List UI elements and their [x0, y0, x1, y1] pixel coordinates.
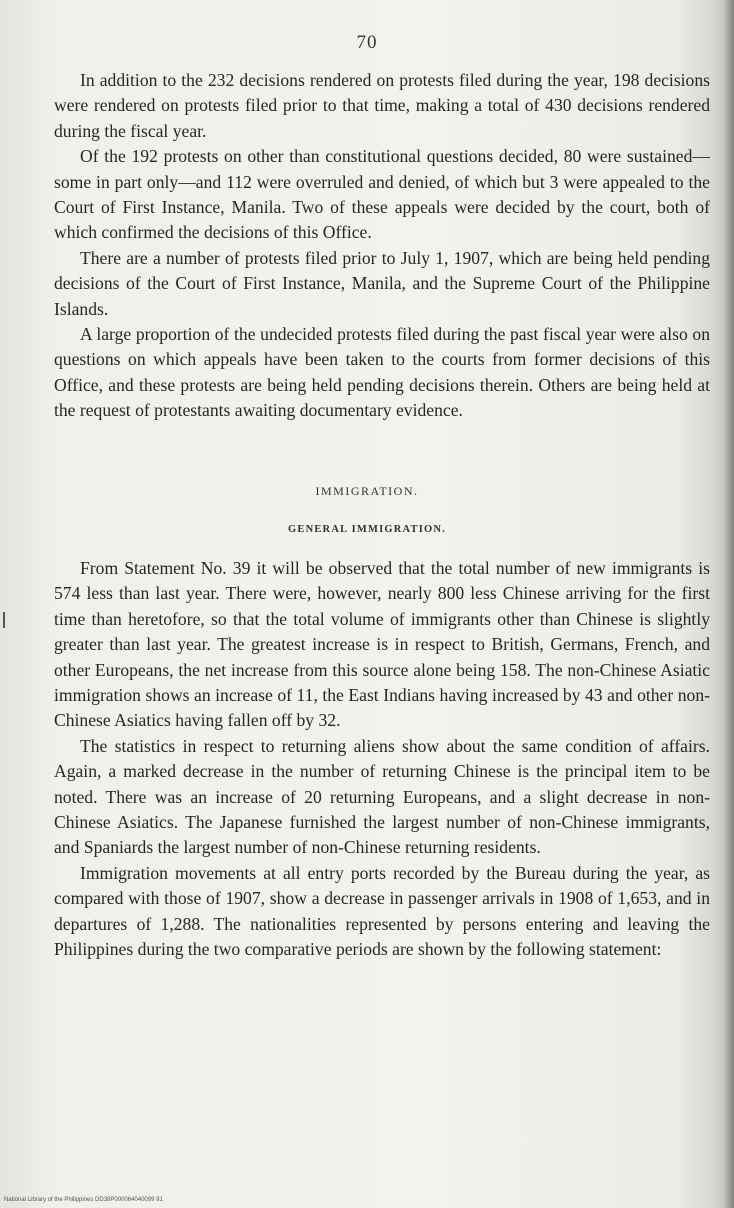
page-number: 70 [356, 32, 378, 53]
paragraph: Immigration movements at all entry ports recorded by the Bureau during the year, as compared with those of 1907, show a decrease in passenger arrivals in 1908 of 1,653, and in departures of 1,288. The nationalities represented by persons entering and leaving the Philippines during the two comparative periods are shown by the following statement: [54, 862, 710, 960]
paragraph: In addition to the 232 decisions rendered on protests filed during the year, 198 decisions were rendered on protests filed prior to that time, making a total of 430 decisions rendered during the fiscal year. [54, 70, 710, 141]
body-text-bottom [54, 556, 710, 963]
page-edge-shadow [724, 0, 734, 1208]
body-text-top [54, 68, 710, 424]
paragraph: There are a number of protests filed prior to July 1, 1907, which are being held pending decisions of the Court of First Instance, Manila, and the Supreme Court of the Philippine Islands. [54, 247, 710, 319]
paragraph: Of the 192 protests on other than constitutional questions decided, 80 were sustained—some in part only—and 112 were overruled and denied, of which but 3 were appealed to the Court of First Instance, Manila. Two of these appeals were decided by the court, both of which confirmed the decisions of this Office. [54, 146, 710, 243]
subsection-heading: GENERAL IMMIGRATION. [288, 524, 446, 535]
paragraph: A large proportion of the undecided protests filed during the past fiscal year were also on questions on which appeals have been taken to the courts from former decisions of this Office, and these protests are being held pending decisions therein. Others are being held at the request of protestants awaiting documentary evidence. [54, 324, 710, 421]
scan-artifact [3, 612, 5, 628]
paragraph: From Statement No. 39 it will be observed that the total number of new immigrants is 574 less than last year. There were, however, nearly 800 less Chinese arriving for the first time than heretofore, so that the total volume of immigrants other than Chinese is slightly greater than last year. The greatest increase is in respect to British, Germans, French, and other Europeans, the net increase from this source alone being 158. The non-Chinese Asiatic immigration shows an increase of 11, the East Indians having increased by 43 and other non-Chinese Asiatics having fallen off by 32. [54, 558, 710, 731]
section-heading: IMMIGRATION. [315, 484, 419, 498]
footer-watermark: National Library of the Philippines DD38P000064040099 91 [4, 1197, 163, 1203]
paragraph: The statistics in respect to returning aliens show about the same condition of affairs. Again, a marked decrease in the number of returning Chinese is the principal item to be noted. There was an increase of 20 returning Europeans, and a slight decrease in non-Chinese Asiatics. The Japanese furnished the largest number of non-Chinese immigrants, and Spaniards the largest number of non-Chinese returning residents. [54, 735, 710, 858]
